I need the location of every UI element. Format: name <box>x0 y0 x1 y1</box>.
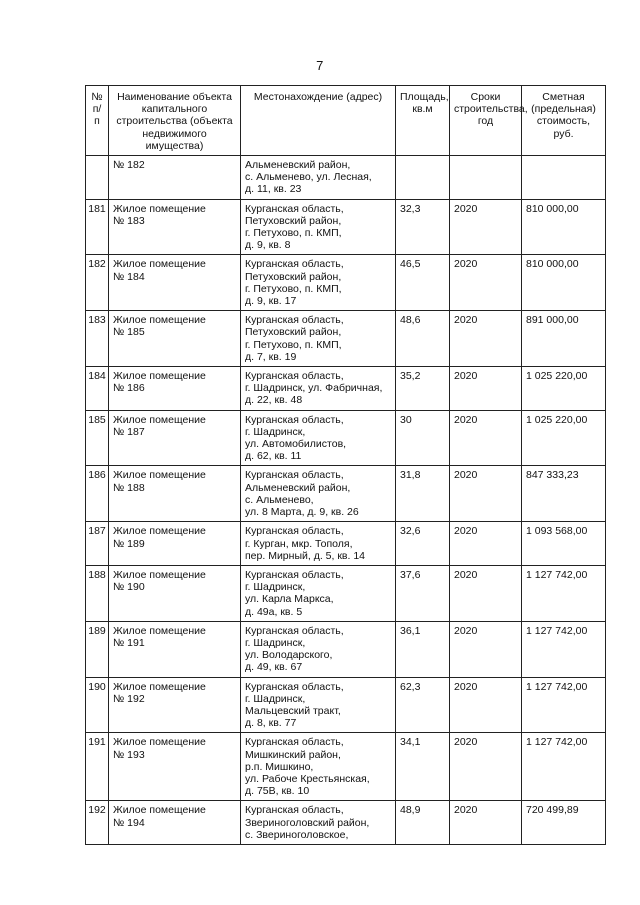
object-address-line: д. 7, кв. 19 <box>245 350 297 363</box>
row-number <box>86 156 109 200</box>
object-address-line: д. 9, кв. 17 <box>245 295 297 308</box>
object-address-line: Курганская область, <box>245 568 344 581</box>
table-row <box>86 199 606 255</box>
object-address-line: ул. 8 Марта, д. 9, кв. 26 <box>245 506 359 519</box>
object-name-line: № 185 <box>113 326 145 339</box>
object-address-line: г. Шадринск, ул. Фабричная, <box>245 382 383 395</box>
construction-year: 2020 <box>450 733 522 801</box>
object-address-line: Курганская область, <box>245 525 344 538</box>
object-address-line: Курганская область, <box>245 314 344 327</box>
property-table <box>85 85 606 845</box>
object-address-line: Мальцевский тракт, <box>245 704 341 717</box>
row-number: 182 <box>86 255 109 311</box>
header-name: Наименование объекта капитального строительства (объекта недвижимого имущества) <box>109 86 241 156</box>
object-address-line: Курганская область, <box>245 469 344 482</box>
object-address-line: г. Петухово, п. КМП, <box>245 282 342 295</box>
table-row <box>86 733 606 801</box>
object-address <box>241 466 396 522</box>
estimated-cost: 810 000,00 <box>522 255 606 311</box>
construction-year: 2020 <box>450 410 522 466</box>
row-number: 189 <box>86 621 109 677</box>
object-address-line: пер. Мирный, д. 5, кв. 14 <box>245 549 366 562</box>
object-address-line: р.п. Мишкино, <box>245 760 314 773</box>
estimated-cost: 847 333,23 <box>522 466 606 522</box>
object-area: 62,3 <box>396 677 450 733</box>
object-name-line: Жилое помещение <box>113 314 206 327</box>
object-area: 46,5 <box>396 255 450 311</box>
header-cost: Сметная (предельная) стоимость, руб. <box>522 86 606 156</box>
object-address-line: Мишкинский район, <box>245 748 341 761</box>
object-address <box>241 156 396 200</box>
object-name-line: № 186 <box>113 382 145 395</box>
table-row <box>86 522 606 566</box>
object-name <box>109 733 241 801</box>
row-number: 183 <box>86 311 109 367</box>
estimated-cost: 1 127 742,00 <box>522 621 606 677</box>
object-name-line: № 183 <box>113 214 145 227</box>
object-address-line: г. Курган, мкр. Тополя, <box>245 537 353 550</box>
object-address <box>241 801 396 845</box>
object-area: 37,6 <box>396 565 450 621</box>
object-address-line: д. 49а, кв. 5 <box>245 605 303 618</box>
table-row <box>86 621 606 677</box>
object-name <box>109 156 241 200</box>
table-body <box>86 156 606 845</box>
table-row <box>86 255 606 311</box>
object-area: 48,9 <box>396 801 450 845</box>
object-name <box>109 565 241 621</box>
construction-year: 2020 <box>450 311 522 367</box>
object-name-line: № 187 <box>113 425 145 438</box>
table-row <box>86 156 606 200</box>
object-address-line: г. Шадринск, <box>245 636 306 649</box>
object-name <box>109 466 241 522</box>
table-row <box>86 311 606 367</box>
object-address-line: д. 75В, кв. 10 <box>245 785 310 798</box>
object-address <box>241 733 396 801</box>
construction-year: 2020 <box>450 621 522 677</box>
object-area: 35,2 <box>396 367 450 411</box>
object-address <box>241 255 396 311</box>
object-address <box>241 311 396 367</box>
object-name <box>109 311 241 367</box>
object-address-line: ул. Автомобилистов, <box>245 438 347 451</box>
row-number: 181 <box>86 199 109 255</box>
object-name-line: Жилое помещение <box>113 202 206 215</box>
construction-year: 2020 <box>450 367 522 411</box>
estimated-cost: 1 127 742,00 <box>522 733 606 801</box>
table-row <box>86 466 606 522</box>
object-address-line: г. Петухово, п. КМП, <box>245 227 342 240</box>
object-name <box>109 801 241 845</box>
row-number: 192 <box>86 801 109 845</box>
object-name <box>109 410 241 466</box>
object-name-line: Жилое помещение <box>113 804 206 817</box>
object-name <box>109 621 241 677</box>
table-header <box>86 86 606 156</box>
object-address-line: Альменевский район, <box>245 481 351 494</box>
object-name-line: Жилое помещение <box>113 736 206 749</box>
object-address-line: д. 62, кв. 11 <box>245 450 302 463</box>
estimated-cost: 1 025 220,00 <box>522 410 606 466</box>
object-name-line: Жилое помещение <box>113 258 206 271</box>
object-address-line: Звериноголовский район, <box>245 816 370 829</box>
object-name-line: № 194 <box>113 816 145 829</box>
object-address-line: с. Звериноголовское, <box>245 828 349 841</box>
object-name-line: № 190 <box>113 581 145 594</box>
object-name-line: Жилое помещение <box>113 413 206 426</box>
object-address-line: ул. Рабоче Крестьянская, <box>245 772 370 785</box>
table-row <box>86 565 606 621</box>
object-address-line: ул. Володарского, <box>245 649 333 662</box>
object-name <box>109 522 241 566</box>
object-address-line: д. 11, кв. 23 <box>245 183 302 196</box>
object-address-line: Альменевский район, <box>245 159 351 172</box>
header-num: № п/п <box>86 86 109 156</box>
object-name <box>109 367 241 411</box>
object-name-line: № 189 <box>113 537 145 550</box>
estimated-cost: 720 499,89 <box>522 801 606 845</box>
construction-year: 2020 <box>450 466 522 522</box>
object-address-line: д. 49, кв. 67 <box>245 661 303 674</box>
object-name-line: Жилое помещение <box>113 624 206 637</box>
object-address <box>241 199 396 255</box>
object-address-line: Курганская область, <box>245 680 344 693</box>
construction-year <box>450 156 522 200</box>
object-name <box>109 199 241 255</box>
table-row <box>86 410 606 466</box>
object-name-line: № 188 <box>113 481 145 494</box>
object-address-line: Петуховский район, <box>245 214 342 227</box>
object-name-line: Жилое помещение <box>113 568 206 581</box>
table-row <box>86 367 606 411</box>
object-name-line: № 182 <box>113 159 145 172</box>
object-name <box>109 677 241 733</box>
object-address <box>241 367 396 411</box>
page-number: 7 <box>316 58 324 73</box>
object-address-line: Петуховский район, <box>245 270 342 283</box>
object-area: 31,8 <box>396 466 450 522</box>
object-area: 32,6 <box>396 522 450 566</box>
row-number: 191 <box>86 733 109 801</box>
object-name-line: Жилое помещение <box>113 680 206 693</box>
row-number: 185 <box>86 410 109 466</box>
object-area: 36,1 <box>396 621 450 677</box>
row-number: 186 <box>86 466 109 522</box>
object-address-line: Курганская область, <box>245 736 344 749</box>
object-name-line: № 191 <box>113 636 145 649</box>
object-area: 32,3 <box>396 199 450 255</box>
object-address-line: ул. Карла Маркса, <box>245 593 334 606</box>
row-number: 184 <box>86 367 109 411</box>
estimated-cost: 891 000,00 <box>522 311 606 367</box>
row-number: 190 <box>86 677 109 733</box>
object-area: 30 <box>396 410 450 466</box>
object-name-line: Жилое помещение <box>113 370 206 383</box>
object-address <box>241 522 396 566</box>
object-name-line: Жилое помещение <box>113 525 206 538</box>
object-address-line: Курганская область, <box>245 258 344 271</box>
construction-year: 2020 <box>450 522 522 566</box>
construction-year: 2020 <box>450 255 522 311</box>
object-name-line: Жилое помещение <box>113 469 206 482</box>
object-address-line: д. 22, кв. 48 <box>245 394 303 407</box>
object-name-line: № 184 <box>113 270 145 283</box>
estimated-cost: 1 025 220,00 <box>522 367 606 411</box>
header-address: Местонахождение (адрес) <box>241 86 396 156</box>
object-address-line: Курганская область, <box>245 804 344 817</box>
object-area: 34,1 <box>396 733 450 801</box>
object-address <box>241 677 396 733</box>
object-name-line: № 192 <box>113 692 145 705</box>
estimated-cost: 1 127 742,00 <box>522 565 606 621</box>
estimated-cost: 1 093 568,00 <box>522 522 606 566</box>
object-address-line: с. Альменево, <box>245 493 314 506</box>
object-address <box>241 621 396 677</box>
object-address-line: Курганская область, <box>245 413 344 426</box>
object-name-line: № 193 <box>113 748 145 761</box>
row-number: 187 <box>86 522 109 566</box>
estimated-cost: 1 127 742,00 <box>522 677 606 733</box>
construction-year: 2020 <box>450 801 522 845</box>
object-address-line: Петуховский район, <box>245 326 342 339</box>
header-area: Площадь, кв.м <box>396 86 450 156</box>
estimated-cost: 810 000,00 <box>522 199 606 255</box>
header-row <box>86 86 606 156</box>
object-area <box>396 156 450 200</box>
object-name <box>109 255 241 311</box>
construction-year: 2020 <box>450 199 522 255</box>
object-address-line: д. 9, кв. 8 <box>245 239 291 252</box>
construction-year: 2020 <box>450 677 522 733</box>
object-address-line: г. Шадринск, <box>245 425 306 438</box>
object-address-line: г. Шадринск, <box>245 692 306 705</box>
table-row <box>86 801 606 845</box>
object-address-line: Курганская область, <box>245 370 344 383</box>
object-address-line: с. Альменево, ул. Лесная, <box>245 171 372 184</box>
header-year: Сроки строительства, год <box>450 86 522 156</box>
table-row <box>86 677 606 733</box>
row-number: 188 <box>86 565 109 621</box>
object-address-line: Курганская область, <box>245 202 344 215</box>
object-address-line: д. 8, кв. 77 <box>245 717 297 730</box>
object-address <box>241 565 396 621</box>
estimated-cost <box>522 156 606 200</box>
object-address-line: г. Шадринск, <box>245 581 306 594</box>
construction-year: 2020 <box>450 565 522 621</box>
object-address-line: г. Петухово, п. КМП, <box>245 338 342 351</box>
object-address <box>241 410 396 466</box>
object-area: 48,6 <box>396 311 450 367</box>
object-address-line: Курганская область, <box>245 624 344 637</box>
